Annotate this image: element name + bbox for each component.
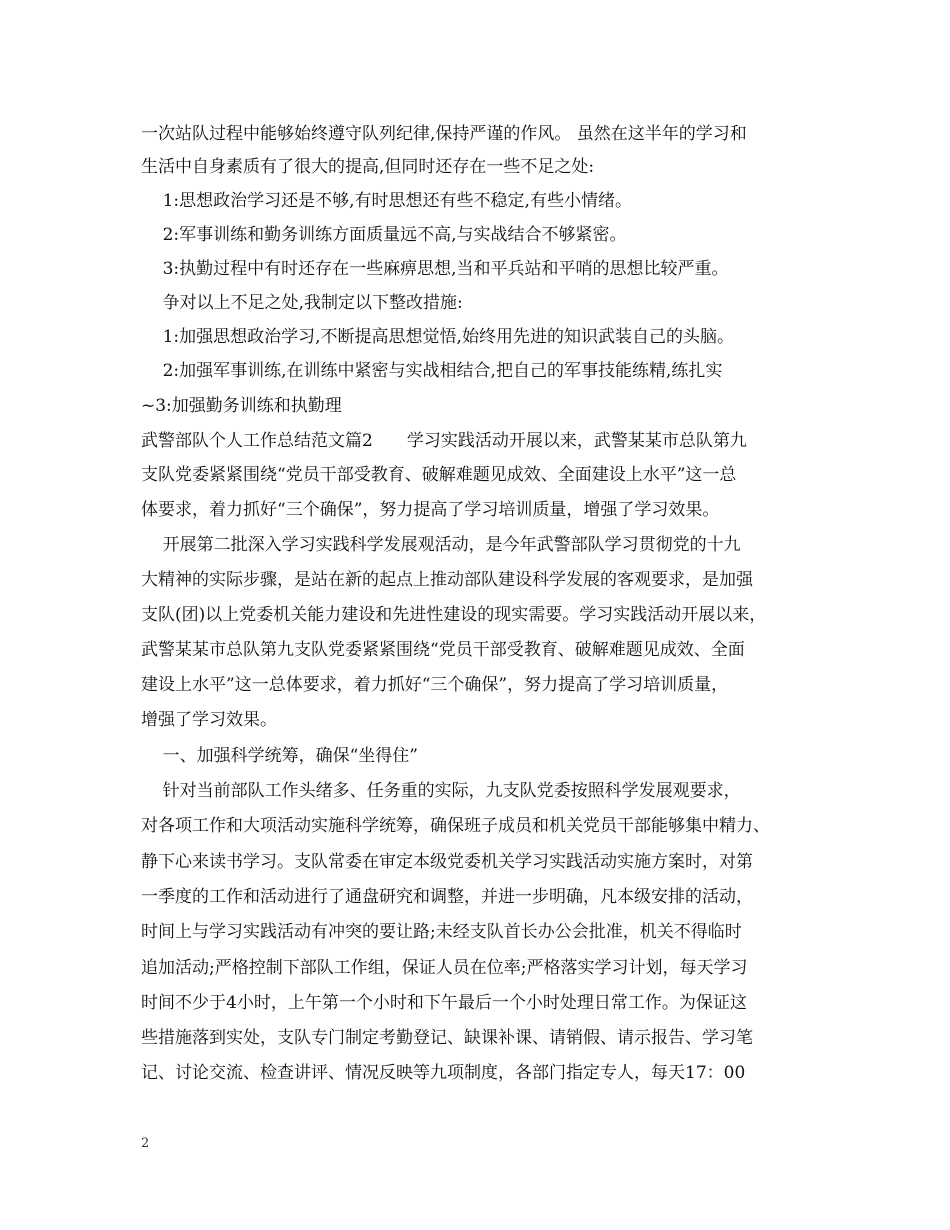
text-line: 武警某某市总队第九支队党委紧紧围绕“党员干部受教育、破解难题见成效、全面 — [141, 640, 745, 660]
text-line: 对各项工作和大项活动实施科学统筹，确保班子成员和机关党员干部能够集中精力、 — [141, 816, 770, 836]
text-line: 体要求，着力抓好“三个确保”，努力提高了学习培训质量，增强了学习效果。 — [141, 500, 720, 520]
text-line: 2:军事训练和勤务训练方面质量远不高,与实战结合不够紧密。 — [141, 225, 627, 245]
text-line: 一次站队过程中能够始终遵守队列纪律,保持严谨的作风。 虽然在这半年的学习和 — [141, 124, 747, 144]
text-line: 生活中自身素质有了很大的提高,但同时还存在一些不足之处: — [141, 157, 595, 177]
page-number: 2 — [141, 1136, 150, 1151]
text-line: 一季度的工作和活动进行了通盘研究和调整，并进一步明确，凡本级安排的活动， — [141, 887, 753, 907]
text-line: 建设上水平”这一总体要求，着力抓好“三个确保”，努力提高了学习培训质量， — [141, 675, 729, 695]
text-line: 追加活动;严格控制下部队工作组，保证人员在位率;严格落实学习计划，每天学习 — [141, 958, 748, 978]
section-heading-line — [141, 430, 831, 452]
text-line: 大精神的实际步骤，是站在新的起点上推动部队建设科学发展的客观要求，是加强 — [141, 570, 753, 590]
text-line: 静下心来读书学习。支队常委在审定本级党委机关学习实践活动实施方案时，对第 — [141, 852, 753, 872]
text-line: 时间不少于4小时，上午第一个小时和下午最后一个小时处理日常工作。为保证这 — [141, 993, 747, 1013]
text-line: 支队(团)以上党委机关能力建设和先进性建设的现实需要。学习实践活动开展以来， — [141, 605, 767, 625]
text-line: 1:加强思想政治学习,不断提高思想觉悟,始终用先进的知识武装自己的头脑。 — [141, 327, 734, 347]
text-line: 1:思想政治学习还是不够,有时思想还有些不稳定,有些小情绪。 — [141, 191, 632, 211]
text-line: 3:执勤过程中有时还存在一些麻痹思想,当和平兵站和平哨的思想比较严重。 — [141, 259, 729, 279]
text-line: 支队党委紧紧围绕“党员干部受教育、破解难题见成效、全面建设上水平”这一总 — [141, 465, 737, 485]
text-line: 时间上与学习实践活动有冲突的要让路;未经支队首长办公会批准，机关不得临时 — [141, 922, 742, 942]
text-line: 针对当前部队工作头绪多、任务重的实际，九支队党委按照科学发展观要求， — [141, 781, 741, 801]
text-line: 开展第二批深入学习实践科学发展观活动，是今年武警部队学习贯彻党的十九 — [141, 535, 741, 555]
text-line: 争对以上不足之处,我制定以下整改措施: — [141, 293, 463, 313]
text-line: 2:加强军事训练,在训练中紧密与实战相结合,把自己的军事技能练精,练扎实 — [141, 361, 723, 381]
text-line: 一、加强科学统筹，确保“坐得住” — [141, 746, 418, 766]
section-title: 武警部队个人工作总结范文篇2 — [141, 431, 373, 451]
section-intro: 学习实践活动开展以来，武警某某市总队第九 — [406, 431, 747, 451]
text-line: 增强了学习效果。 — [141, 710, 277, 730]
text-line: ~3:加强勤务训练和执勤理 — [141, 396, 342, 416]
text-line: 些措施落到实处，支队专门制定考勤登记、缺课补课、请销假、请示报告、学习笔 — [141, 1028, 753, 1048]
text-line: 记、讨论交流、检查讲评、情况反映等九项制度，各部门指定专人，每天17：00 — [141, 1063, 746, 1083]
